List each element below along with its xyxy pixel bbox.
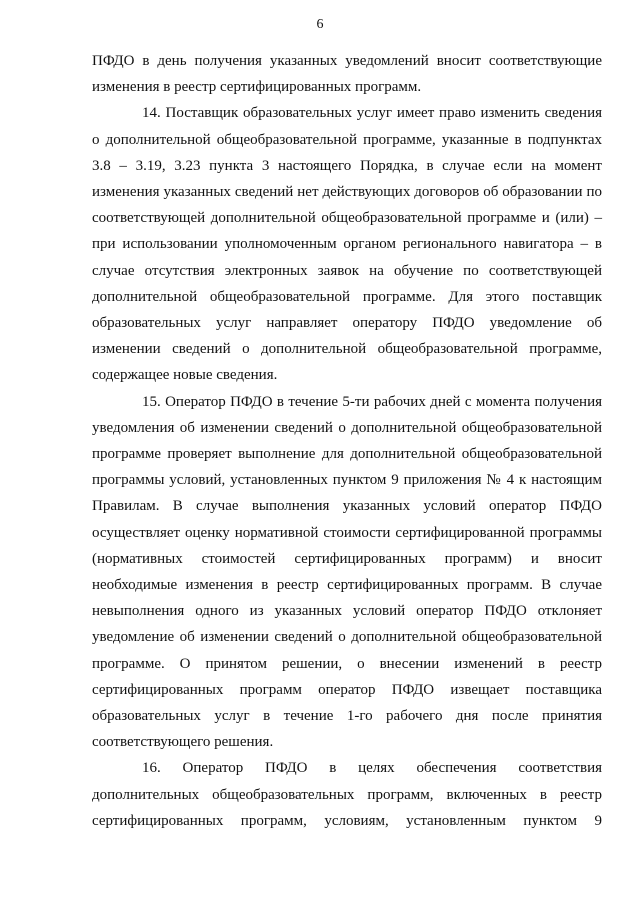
- paragraph-14: 14. Поставщик образовательных услуг имеет право изменить сведения о дополнительной общеобразовательной программе, указанные в подпунктах 3.8 – 3.19, 3.23 пункта 3 настоящего Порядка, в случае если на момент изменения указанных сведений нет действующих договоров об образовании по соответствующей дополнительной общеобразовательной программе и (или) – при использовании уполномоченным органом регионального навигатора – в случае отсутствия электронных заявок на обучение по соответствующей дополнительной общеобразовательной программе. Для этого поставщик образовательных услуг направляет оператору ПФДО уведомление об изменении сведений о дополнительной общеобразовательной программе, содержащее новые сведения.: [92, 105, 602, 384]
- document-body: [92, 48, 602, 834]
- page-number: 6: [316, 17, 324, 32]
- paragraph-15: 15. Оператор ПФДО в течение 5-ти рабочих дней с момента получения уведомления об изменении сведений о дополнительной общеобразовательной программе проверяет выполнение для дополнительной общеобразовательной программы условий, установленных пунктом 9 приложения № 4 к настоящим Правилам. В случае выполнения указанных условий оператор ПФДО осуществляет оценку нормативной стоимости сертифицированной программы (нормативных стоимостей сертифицированных программ) и вносит необходимые изменения в реестр сертифицированных программ. В случае невыполнения одного из указанных условий оператор ПФДО отклоняет уведомление об изменении сведений о дополнительной общеобразовательной программе. О принятом решении, о внесении изменений в реестр сертифицированных программ оператор ПФДО извещает поставщика образовательных услуг в течение 1-го рабочего дня после принятия соответствующего решения.: [92, 393, 602, 751]
- paragraph-continuation: ПФДО в день получения указанных уведомлений вносит соответствующие изменения в реестр сертифицированных программ.: [92, 53, 602, 96]
- paragraph-16: 16. Оператор ПФДО в целях обеспечения соответствия дополнительных общеобразовательных программ, включенных в реестр сертифицированных программ, условиям, установленным пунктом 9: [92, 760, 602, 829]
